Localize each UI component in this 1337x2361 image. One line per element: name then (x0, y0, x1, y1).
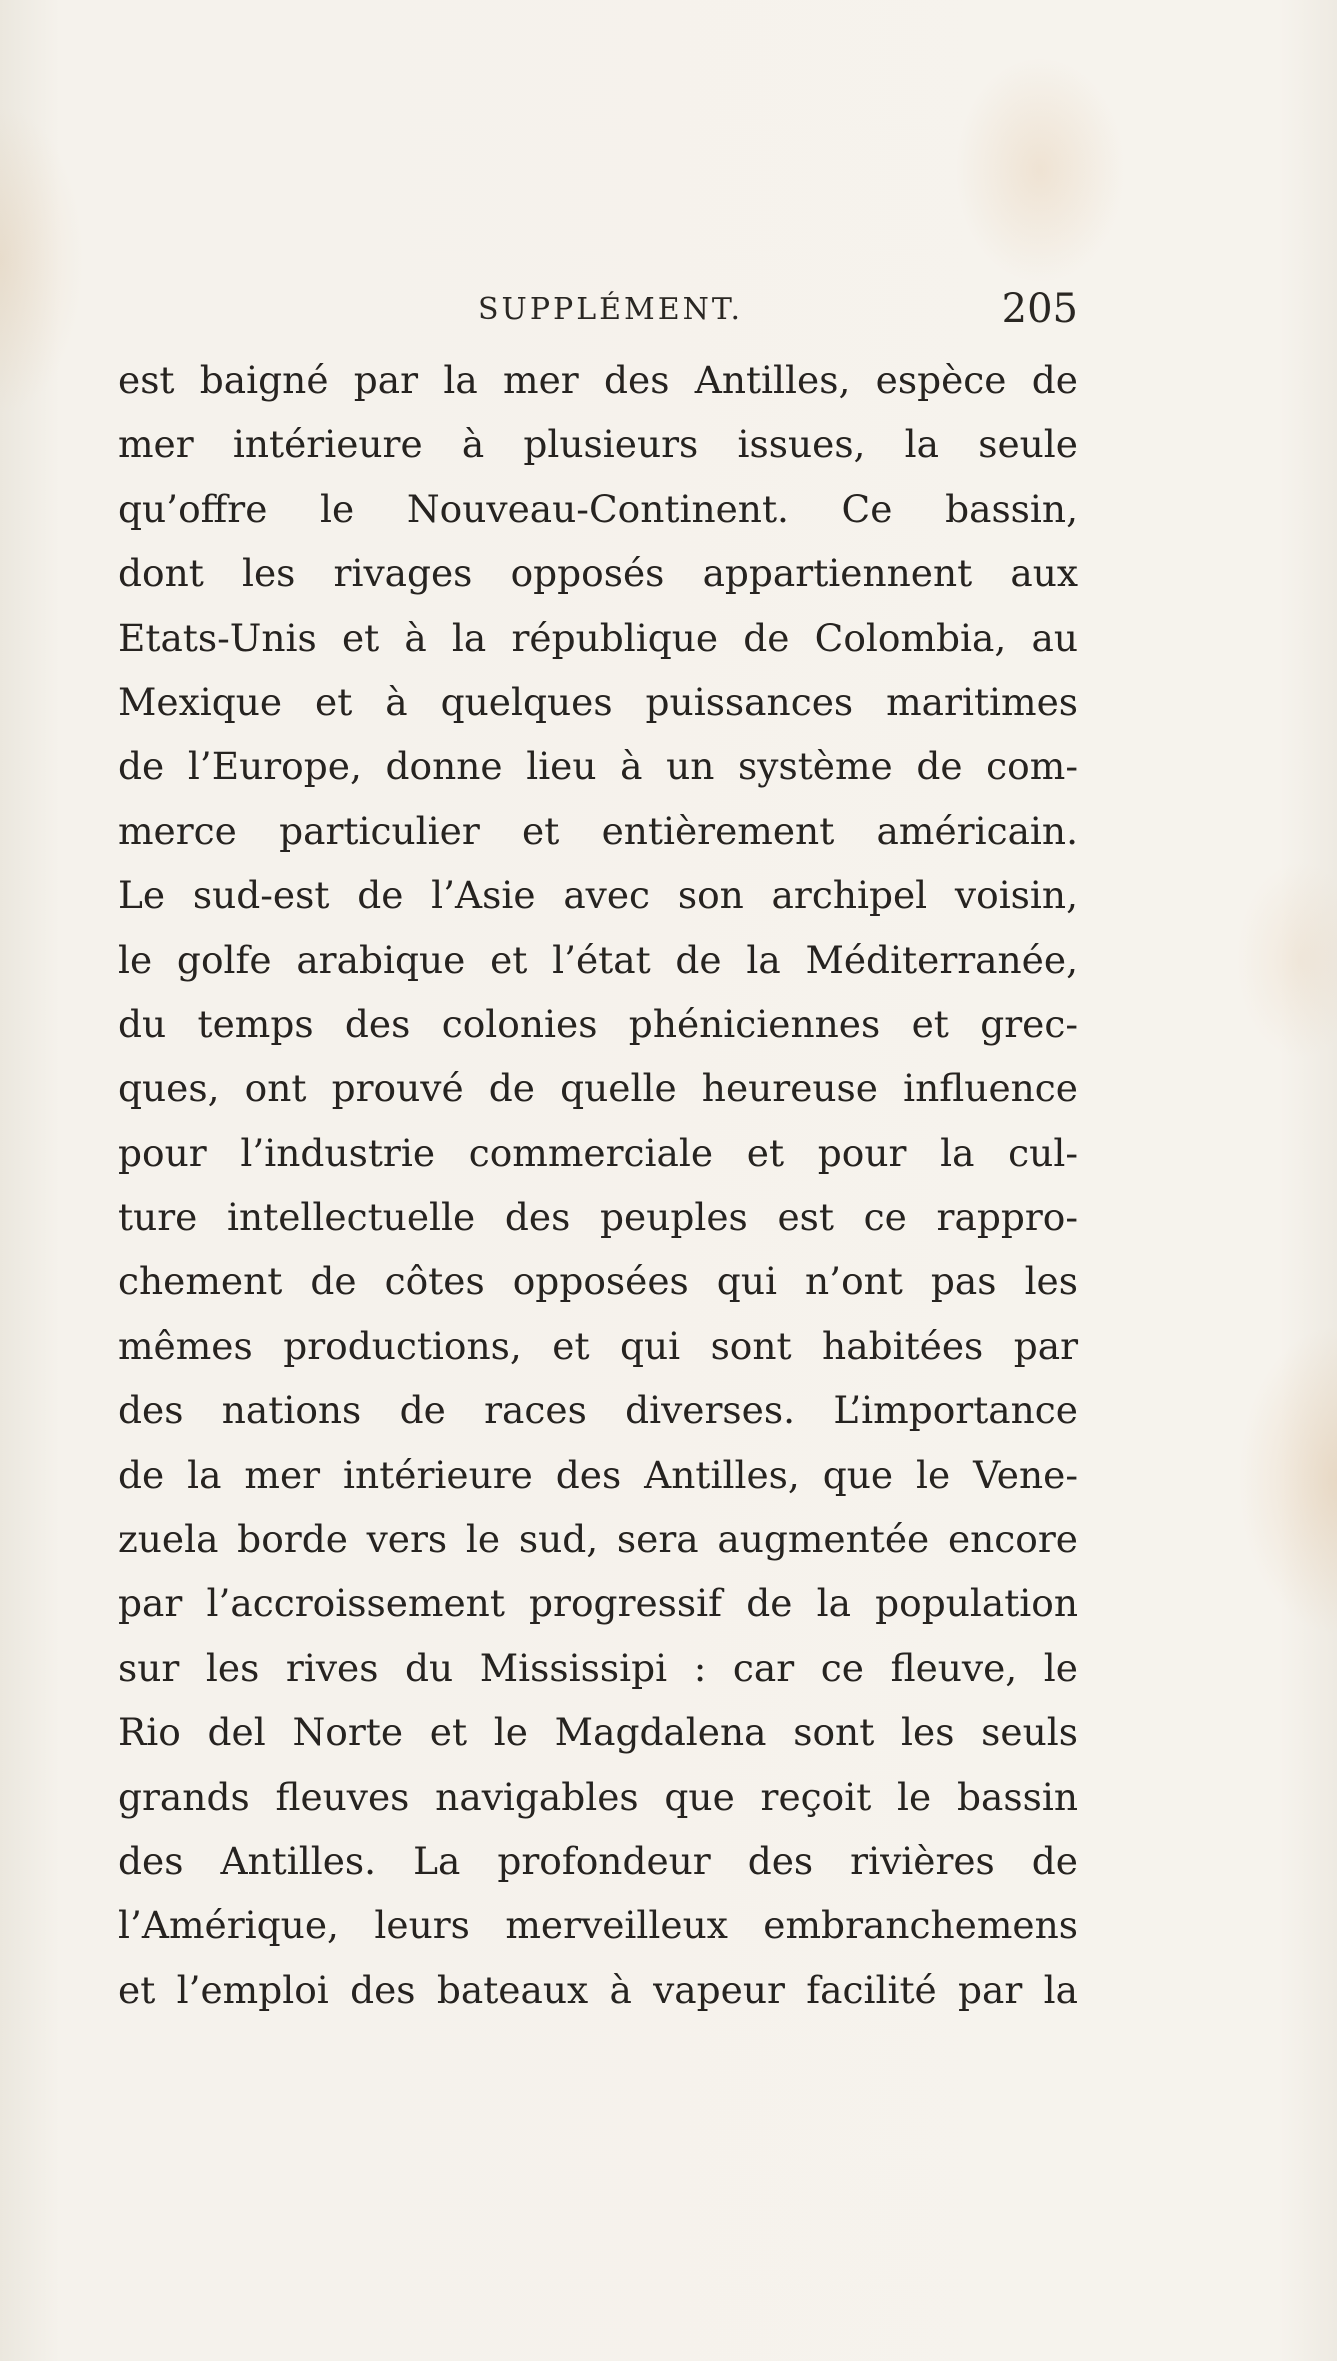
text-line: sur les rives du Mississipi : car ce fleuve, le (118, 1645, 1078, 1690)
text-line: Etats-Unis et à la république de Colombia, au (118, 615, 1078, 660)
page-header (118, 286, 1078, 336)
text-line: Rio del Norte et le Magdalena sont les seuls (118, 1710, 1078, 1755)
text-line: pour l’industrie commerciale et pour la cul- (118, 1130, 1078, 1175)
text-line: le golfe arabique et l’état de la Méditerranée, (118, 937, 1078, 982)
text-line: ques, ont prouvé de quelle heureuse influence (118, 1066, 1078, 1111)
text-line: des Antilles. La profondeur des rivières de (118, 1838, 1078, 1883)
text-line: est baigné par la mer des Antilles, espèce de (118, 358, 1078, 402)
text-line: de la mer intérieure des Antilles, que le Vene- (118, 1452, 1078, 1497)
text-line: Mexique et à quelques puissances maritimes (118, 679, 1078, 724)
text-line: Le sud-est de l’Asie avec son archipel voisin, (118, 873, 1078, 918)
text-line: merce particulier et entièrement américain. (118, 808, 1078, 853)
text-line: zuela borde vers le sud, sera augmentée encore (118, 1517, 1078, 1562)
page-number: 205 (1001, 286, 1078, 332)
text-line: dont les rivages opposés appartiennent aux (118, 551, 1078, 596)
text-line: qu’offre le Nouveau-Continent. Ce bassin, (118, 486, 1078, 531)
body-text (118, 348, 1078, 2022)
text-line: de l’Europe, donne lieu à un système de com- (118, 744, 1078, 789)
text-line: grands fleuves navigables que reçoit le bassin (118, 1774, 1078, 1819)
text-line: par l’accroissement progressif de la population (118, 1581, 1078, 1626)
running-head: SUPPLÉMENT. (478, 292, 744, 327)
text-line: mer intérieure à plusieurs issues, la seule (118, 422, 1078, 467)
text-line: l’Amérique, leurs merveilleux embranchemens (118, 1903, 1078, 1948)
text-line: chement de côtes opposées qui n’ont pas les (118, 1259, 1078, 1304)
text-line: du temps des colonies phéniciennes et grec- (118, 1001, 1078, 1046)
text-line: ture intellectuelle des peuples est ce rappro- (118, 1195, 1078, 1240)
text-line: et l’emploi des bateaux à vapeur facilité par la (118, 1967, 1078, 2012)
text-line: mêmes productions, et qui sont habitées par (118, 1323, 1078, 1368)
text-line: des nations de races diverses. L’importance (118, 1388, 1078, 1433)
